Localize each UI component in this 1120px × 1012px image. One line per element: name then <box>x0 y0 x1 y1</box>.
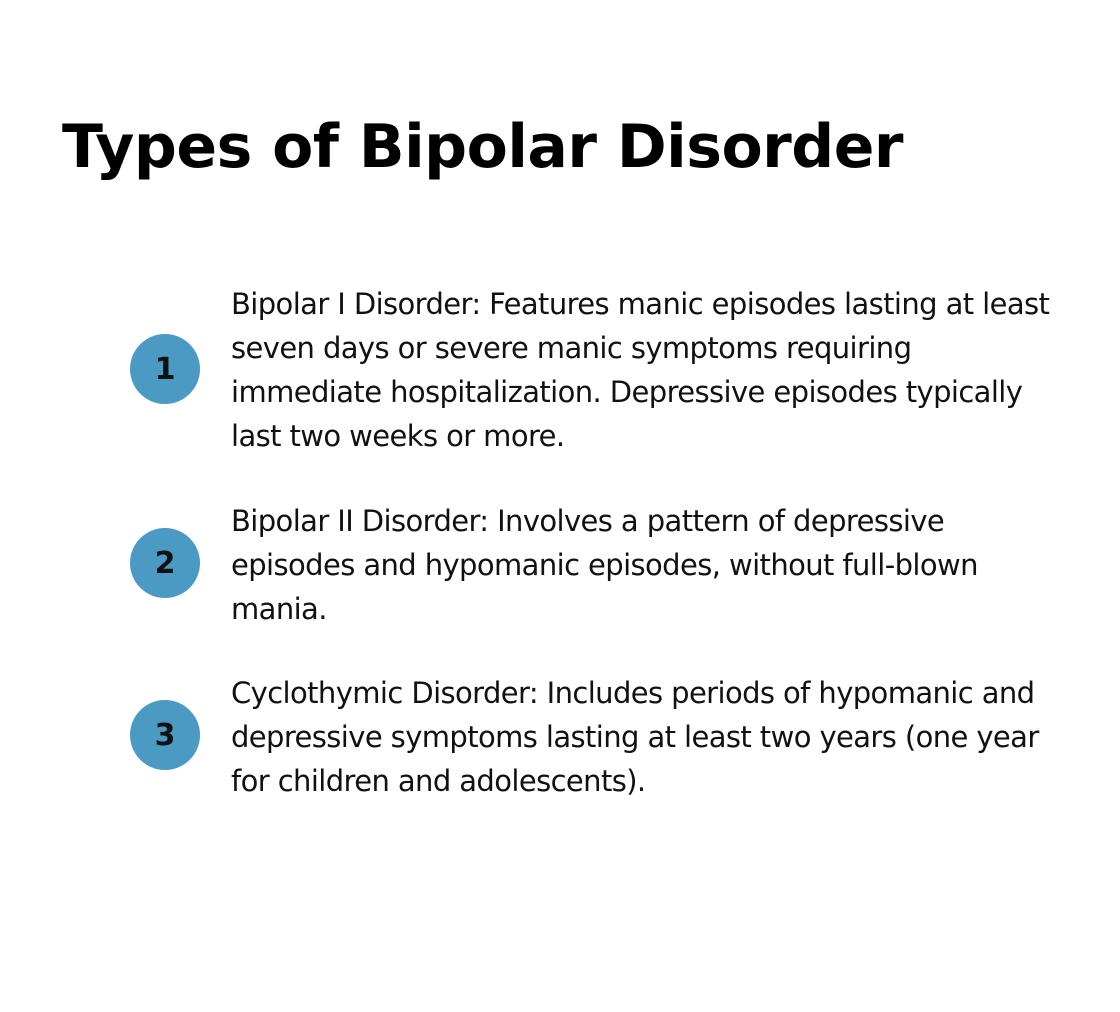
item-text: Bipolar I Disorder: Features manic episodes lasting at least seven days or severe manic symptoms requiring immediate hospitalization. Depressive episodes typically last two weeks or more. <box>231 287 1050 453</box>
number-badge: 2 <box>130 528 200 598</box>
number-badge: 3 <box>130 700 200 770</box>
page-title: Types of Bipolar Disorder <box>62 112 904 182</box>
number-badge: 1 <box>130 334 200 404</box>
item-text: Cyclothymic Disorder: Includes periods of hypomanic and depressive symptoms lasting at least two years (one year for children and adolescents). <box>231 676 1039 798</box>
item-text: Bipolar II Disorder: Involves a pattern of depressive episodes and hypomanic episodes, without full-blown mania. <box>231 504 978 626</box>
